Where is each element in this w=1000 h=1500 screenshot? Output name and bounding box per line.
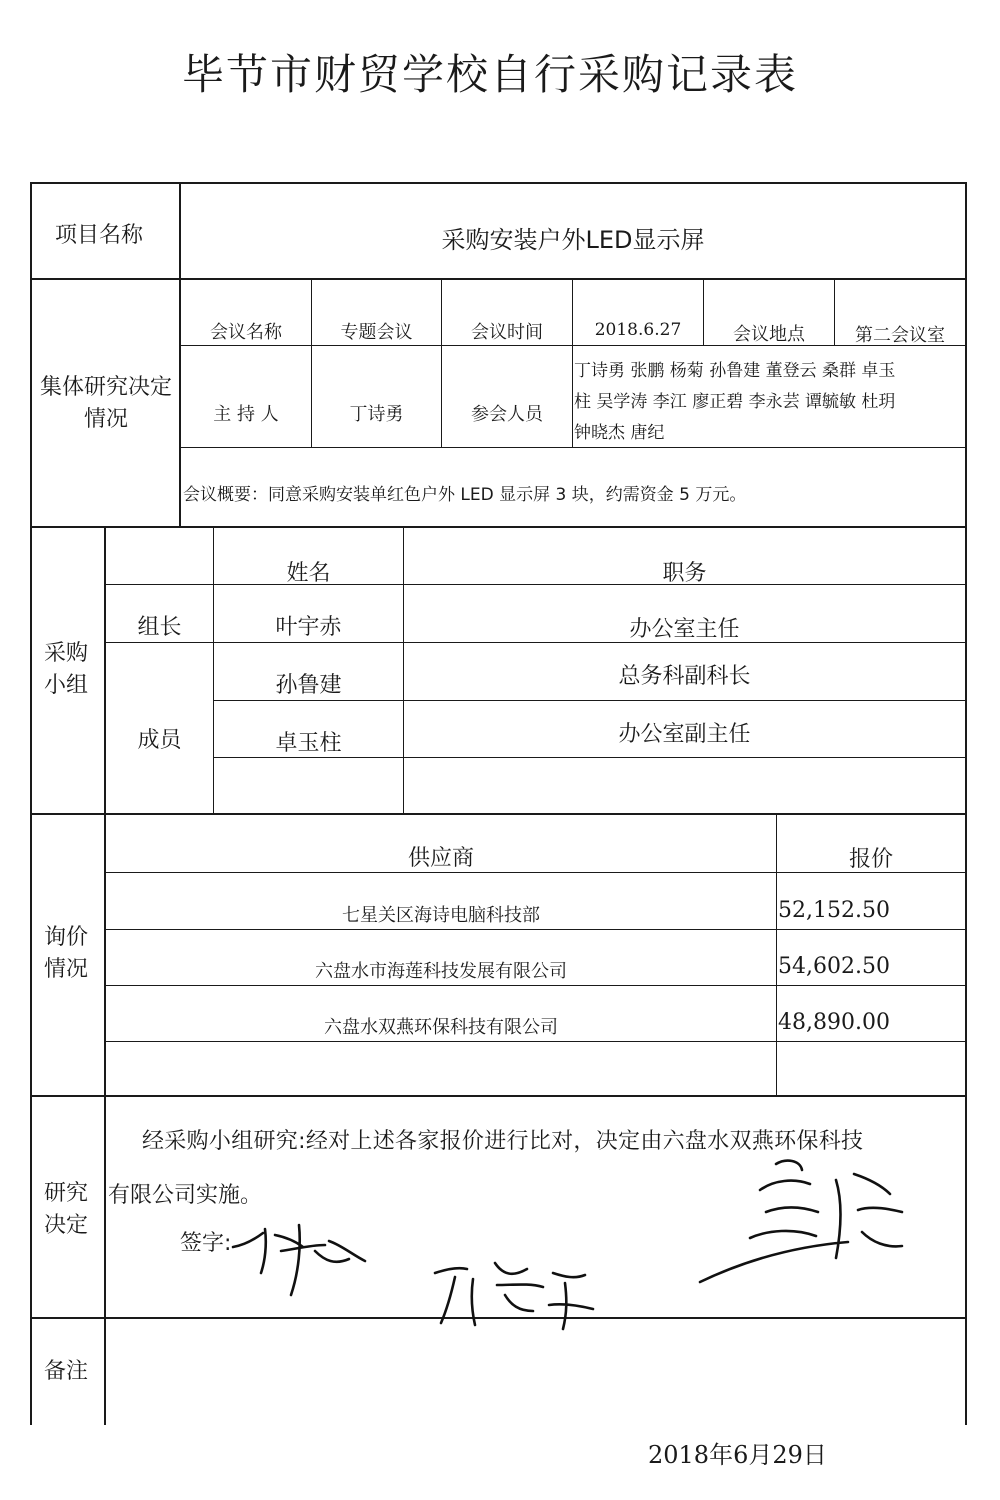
project-name: 采购安装户外LED显示屏 <box>441 226 705 254</box>
group-member-position: 办公室主任 <box>629 617 740 642</box>
signature-1 <box>225 1215 375 1305</box>
inquiry-section-label: 询价情况 <box>43 925 88 982</box>
group-member-name: 卓玉柱 <box>275 731 342 756</box>
meeting-section-label: 集体研究决定情况 <box>39 375 172 432</box>
supplier-price: 48,890.00 <box>778 1010 890 1035</box>
project-label: 项目名称 <box>55 223 144 248</box>
group-section-label: 采购小组 <box>43 641 88 698</box>
group-member-name: 叶宇赤 <box>275 615 342 640</box>
meeting-place-value: 第二会议室 <box>855 325 945 346</box>
document-title: 毕节市财贸学校自行采购记录表 <box>181 50 798 99</box>
meeting-time-label: 会议时间 <box>471 322 543 343</box>
meeting-place-label: 会议地点 <box>733 324 805 345</box>
group-position-header: 职务 <box>662 561 707 586</box>
supplier-name: 六盘水市海莲科技发展有限公司 <box>315 961 567 982</box>
group-name-header: 姓名 <box>286 561 331 586</box>
attendees-list <box>574 356 964 449</box>
group-member-name: 孙鲁建 <box>275 673 342 698</box>
signature-3 <box>690 1150 915 1295</box>
group-member-position: 总务科副科长 <box>618 664 751 689</box>
host-value: 丁诗勇 <box>349 404 404 425</box>
decision-section-label: 研究决定 <box>43 1181 88 1238</box>
attendees-line: 丁诗勇 张鹏 杨菊 孙鲁建 董登云 桑群 卓玉 <box>574 361 896 381</box>
attendees-line: 钟晓杰 唐纪 <box>574 423 665 443</box>
supplier-header: 供应商 <box>407 846 474 871</box>
meeting-name-value: 专题会议 <box>340 322 413 343</box>
member-role: 成员 <box>137 728 182 753</box>
attendees-label: 参会人员 <box>471 404 543 425</box>
price-header: 报价 <box>848 847 893 872</box>
decision-text-line2: 有限公司实施。 <box>108 1183 263 1208</box>
meeting-time-value: 2018.6.27 <box>594 320 682 340</box>
supplier-price: 54,602.50 <box>778 954 890 979</box>
meeting-summary: 会议概要：同意采购安装单红色户外 LED 显示屏 3 块，约需资金 5 万元。 <box>183 485 747 505</box>
sign-label: 签字: <box>180 1231 232 1256</box>
group-member-position: 办公室副主任 <box>618 722 751 747</box>
attendees-line: 柱 吴学涛 李江 廖正碧 李永芸 谭毓敏 杜玥 <box>574 392 896 412</box>
host-label: 主 持 人 <box>213 404 279 425</box>
signature-2 <box>425 1255 600 1340</box>
meeting-name-label: 会议名称 <box>210 322 282 343</box>
supplier-name: 六盘水双燕环保科技有限公司 <box>324 1017 558 1038</box>
supplier-price: 52,152.50 <box>778 898 890 923</box>
document-date: 2018年6月29日 <box>648 1441 827 1469</box>
decision-text-line1: 经采购小组研究:经对上述各家报价进行比对，决定由六盘水双燕环保科技 <box>142 1129 864 1154</box>
supplier-name: 七星关区海诗电脑科技部 <box>342 905 540 926</box>
remarks-section-label: 备注 <box>43 1359 88 1384</box>
leader-role: 组长 <box>137 615 182 640</box>
